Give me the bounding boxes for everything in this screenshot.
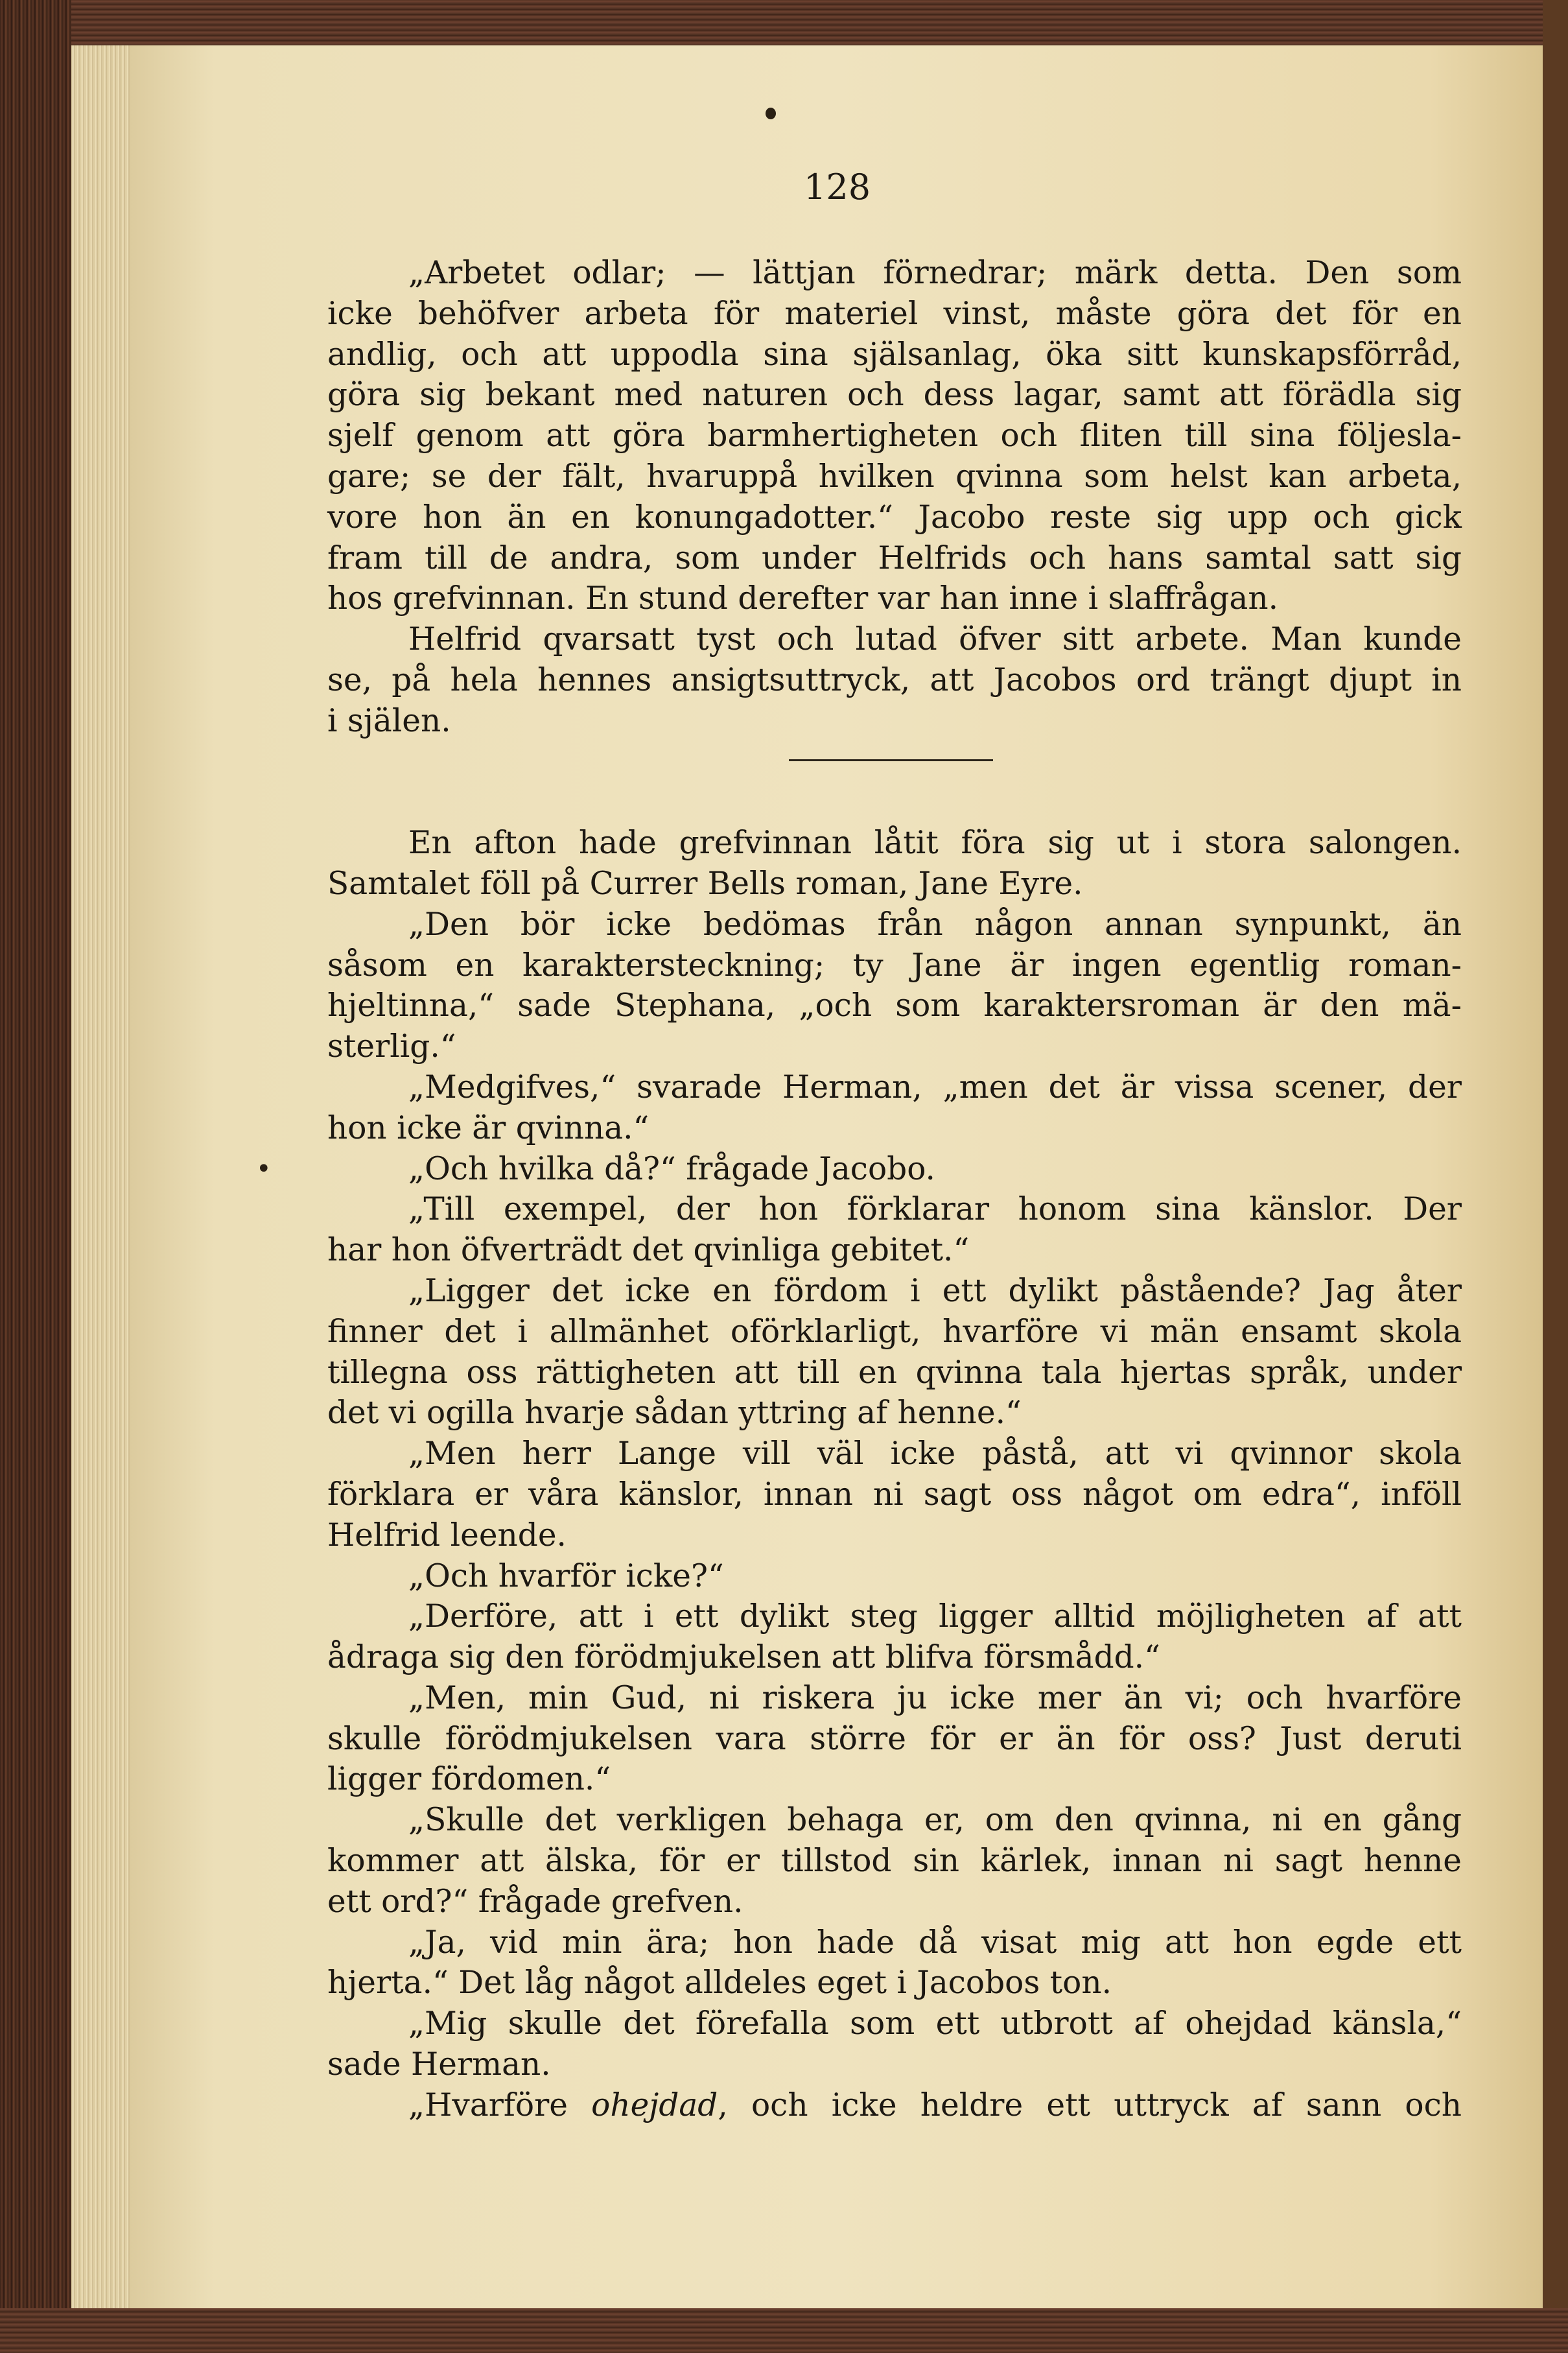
page-number: 128 xyxy=(804,167,871,207)
text-line: andlig, och att uppodla sina själsanlag, öka sitt kunskapsförråd, xyxy=(327,336,1462,373)
text-line: hjerta.“ Det låg något alldeles eget i Jacobos ton. xyxy=(327,1965,1112,2002)
text-line: Samtalet föll på Currer Bells roman, Jane Eyre. xyxy=(327,865,1083,902)
text-line: „Och hvarför icke?“ xyxy=(408,1557,724,1594)
text-line: sterlig.“ xyxy=(327,1028,456,1065)
text-line: såsom en karaktersteckning; ty Jane är ingen egentlig roman- xyxy=(327,947,1462,984)
text-line xyxy=(327,2085,1462,2126)
section-divider xyxy=(327,742,1462,783)
text-line: icke behöfver arbeta för materiel vinst, måste göra det för en xyxy=(327,295,1462,332)
text-line: „Arbetet odlar; — lättjan förnedrar; märk detta. Den som xyxy=(408,255,1462,291)
text-line: „Till exempel, der hon förklarar honom sina känslor. Der xyxy=(408,1191,1462,1228)
text-line: „Derföre, att i ett dylikt steg ligger alltid möjligheten af att xyxy=(408,1598,1462,1635)
body-text xyxy=(327,253,1462,2126)
ink-dot xyxy=(766,108,776,119)
text-line: tillegna oss rättigheten att till en qvinna tala hjertas språk, under xyxy=(327,1354,1462,1391)
text-line: har hon öfverträdt det qvinliga gebitet.“ xyxy=(327,1232,970,1269)
italic-word: ohejdad xyxy=(591,2087,718,2123)
text-segment: „Hvarföre xyxy=(408,2087,592,2123)
text-line: „Men, min Gud, ni riskera ju icke mer än vi; och hvarföre xyxy=(408,1679,1462,1716)
text-line: det vi ogilla hvarje sådan yttring af henne.“ xyxy=(327,1395,1022,1432)
text-line: ligger fördomen.“ xyxy=(327,1761,611,1798)
text-line: „Ligger det icke en fördom i ett dylikt påstående? Jag åter xyxy=(408,1272,1462,1309)
text-line: sade Herman. xyxy=(327,2046,551,2083)
book-cover-spine xyxy=(0,0,71,2353)
text-line: skulle förödmjukelsen vara större för er än för oss? Just deruti xyxy=(327,1720,1462,1757)
text-line: hos grefvinnan. En stund derefter var han inne i slaffrågan. xyxy=(327,580,1278,617)
text-line: Helfrid qvarsatt tyst och lutad öfver sitt arbete. Man kunde xyxy=(408,621,1462,658)
text-line: „Den bör icke bedömas från någon annan synpunkt, än xyxy=(408,906,1462,943)
text-line: fram till de andra, som under Helfrids och hans samtal satt sig xyxy=(327,539,1462,576)
text-line: förklara er våra känslor, innan ni sagt oss något om edra“, inföll xyxy=(327,1476,1462,1513)
text-line: hjeltinna,“ sade Stephana, „och som karaktersroman är den mä- xyxy=(327,987,1462,1024)
text-line: finner det i allmänhet oförklarligt, hvarföre vi män ensamt skola xyxy=(327,1313,1462,1350)
text-line: sjelf genom att göra barmhertigheten och fliten till sina följesla- xyxy=(327,418,1462,455)
book-cover-right xyxy=(1543,0,1568,2353)
text-line: Helfrid leende. xyxy=(327,1517,567,1554)
text-line: ett ord?“ frågade grefven. xyxy=(327,1883,743,1920)
text-line: vore hon än en konungadotter.“ Jacobo reste sig upp och gick xyxy=(327,499,1462,536)
divider-line xyxy=(789,759,993,761)
text-line: gare; se der fält, hvaruppå hvilken qvinna som helst kan arbeta, xyxy=(327,458,1462,495)
text-line: „Ja, vid min ära; hon hade då visat mig att hon egde ett xyxy=(408,1924,1462,1961)
text-line: göra sig bekant med naturen och dess lagar, samt att förädla sig xyxy=(327,377,1462,414)
book-cover-bottom xyxy=(0,2308,1568,2353)
text-segment: , och icke heldre ett uttryck af sann och xyxy=(718,2087,1462,2123)
text-line: i själen. xyxy=(327,702,451,739)
text-line: „Och hvilka då?“ frågade Jacobo. xyxy=(408,1150,935,1187)
text-line: „Mig skulle det förefalla som ett utbrott af ohejdad känsla,“ xyxy=(408,2005,1462,2042)
blank-line xyxy=(327,782,1462,823)
text-line: „Medgifves,“ svarade Herman, „men det är vissa scener, der xyxy=(408,1069,1462,1106)
text-line: „Skulle det verkligen behaga er, om den qvinna, ni en gång xyxy=(408,1802,1462,1839)
text-line: kommer att älska, för er tillstod sin kärlek, innan ni sagt henne xyxy=(327,1843,1462,1880)
text-line: En afton hade grefvinnan låtit föra sig ut i stora salongen. xyxy=(408,825,1462,862)
text-line: hon icke är qvinna.“ xyxy=(327,1109,649,1146)
text-line: se, på hela hennes ansigtsuttryck, att Jacobos ord trängt djupt in xyxy=(327,661,1462,698)
text-line: „Men herr Lange vill väl icke påstå, att vi qvinnor skola xyxy=(408,1436,1462,1472)
text-line: ådraga sig den förödmjukelsen att blifva försmådd.“ xyxy=(327,1639,1160,1676)
book-cover-top xyxy=(0,0,1568,45)
margin-mark: • xyxy=(256,1154,272,1184)
